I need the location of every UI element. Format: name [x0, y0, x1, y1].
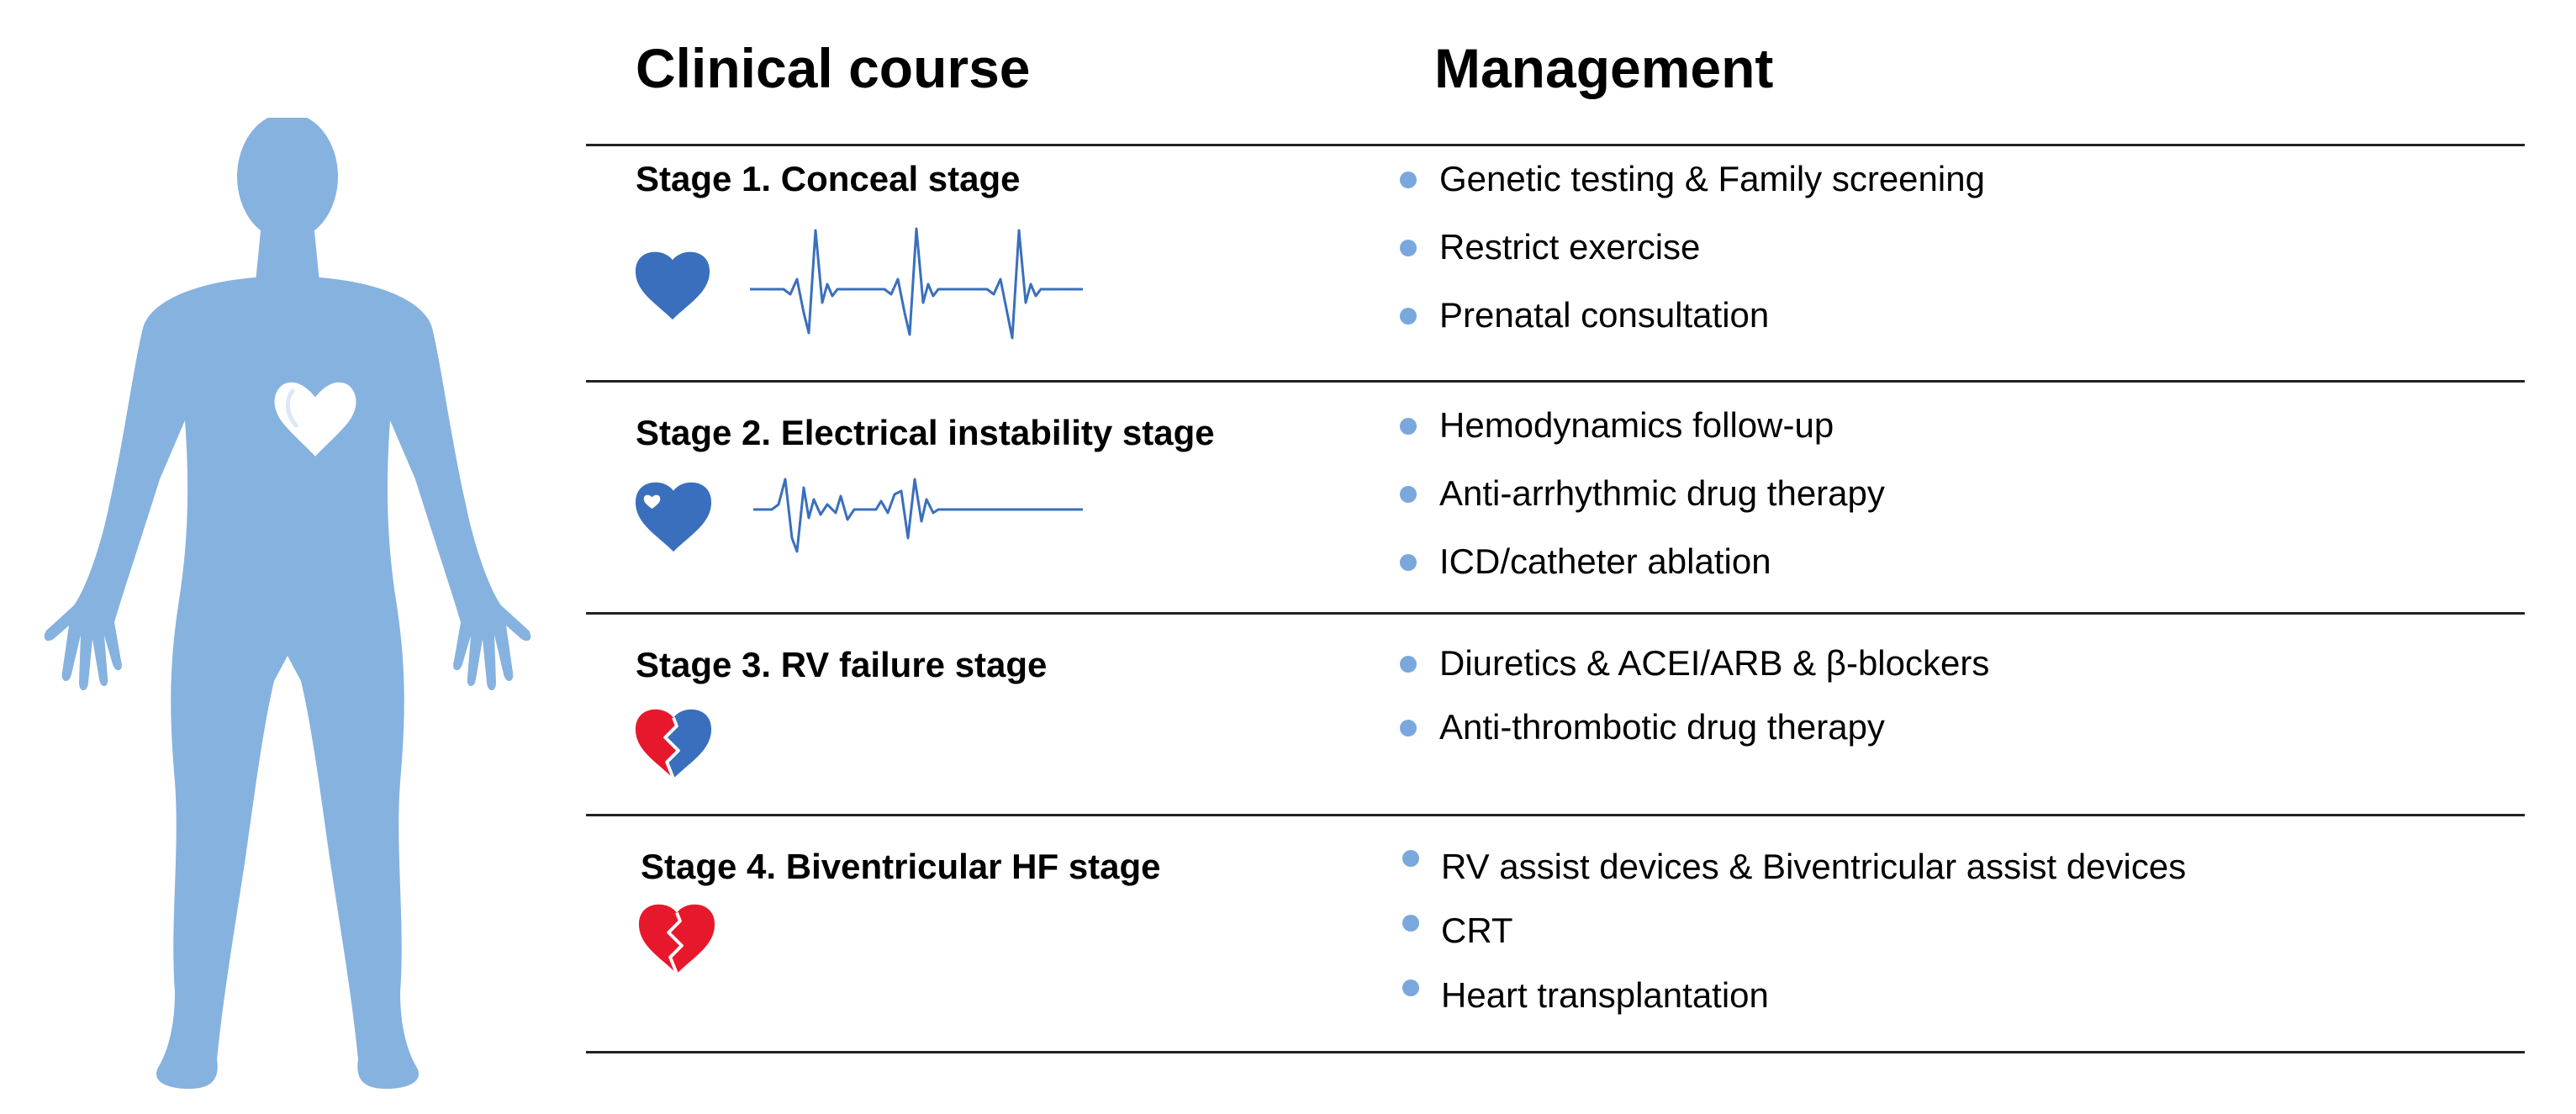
management-item: Anti-thrombotic drug therapy — [1439, 707, 1885, 747]
management-item: Diuretics & ACEI/ARB & β-blockers — [1439, 643, 1990, 683]
table-bottom-rule — [586, 1051, 2525, 1053]
bullet-icon — [1400, 656, 1417, 673]
management-item: Heart transplantation — [1441, 975, 1769, 1015]
management-item: CRT — [1441, 911, 1513, 950]
bullet-icon — [1400, 418, 1417, 435]
bullet-icon — [1400, 308, 1417, 325]
bullet-icon — [1402, 850, 1419, 867]
bullet-icon — [1400, 554, 1417, 571]
half-broken-heart-icon — [632, 703, 715, 782]
stage-2-title: Stage 2. Electrical instability stage — [636, 413, 1215, 452]
stage-divider — [586, 612, 2525, 615]
management-item: RV assist devices & Biventricular assist devices — [1441, 847, 2187, 886]
header-divider — [586, 144, 2525, 146]
stage-divider — [586, 380, 2525, 383]
ecg-waveform-icon — [753, 471, 1083, 555]
clinical-course-header: Clinical course — [636, 37, 1031, 99]
management-item: ICD/catheter ablation — [1439, 541, 1771, 581]
heart-icon — [632, 246, 713, 323]
management-item: Prenatal consultation — [1439, 295, 1770, 335]
stage-3-title: Stage 3. RV failure stage — [636, 645, 1048, 684]
management-item: Genetic testing & Family screening — [1439, 159, 1985, 198]
stage-divider — [586, 814, 2525, 816]
bullet-icon — [1402, 915, 1419, 932]
management-item: Restrict exercise — [1439, 227, 1701, 267]
stage-1-title: Stage 1. Conceal stage — [636, 159, 1021, 198]
management-item: Hemodynamics follow-up — [1439, 405, 1834, 445]
bullet-icon — [1400, 486, 1417, 503]
bullet-icon — [1400, 172, 1417, 188]
stage-4-title: Stage 4. Biventricular HF stage — [641, 847, 1161, 886]
bullet-icon — [1400, 720, 1417, 737]
bullet-icon — [1402, 979, 1419, 996]
management-header: Management — [1434, 37, 1774, 99]
management-item: Anti-arrhythmic drug therapy — [1439, 473, 1885, 513]
broken-heart-icon — [636, 898, 718, 977]
human-body-figure — [25, 118, 563, 1110]
heart-small-heart-icon — [632, 476, 715, 555]
ecg-waveform-icon — [750, 225, 1083, 343]
bullet-icon — [1400, 240, 1417, 256]
